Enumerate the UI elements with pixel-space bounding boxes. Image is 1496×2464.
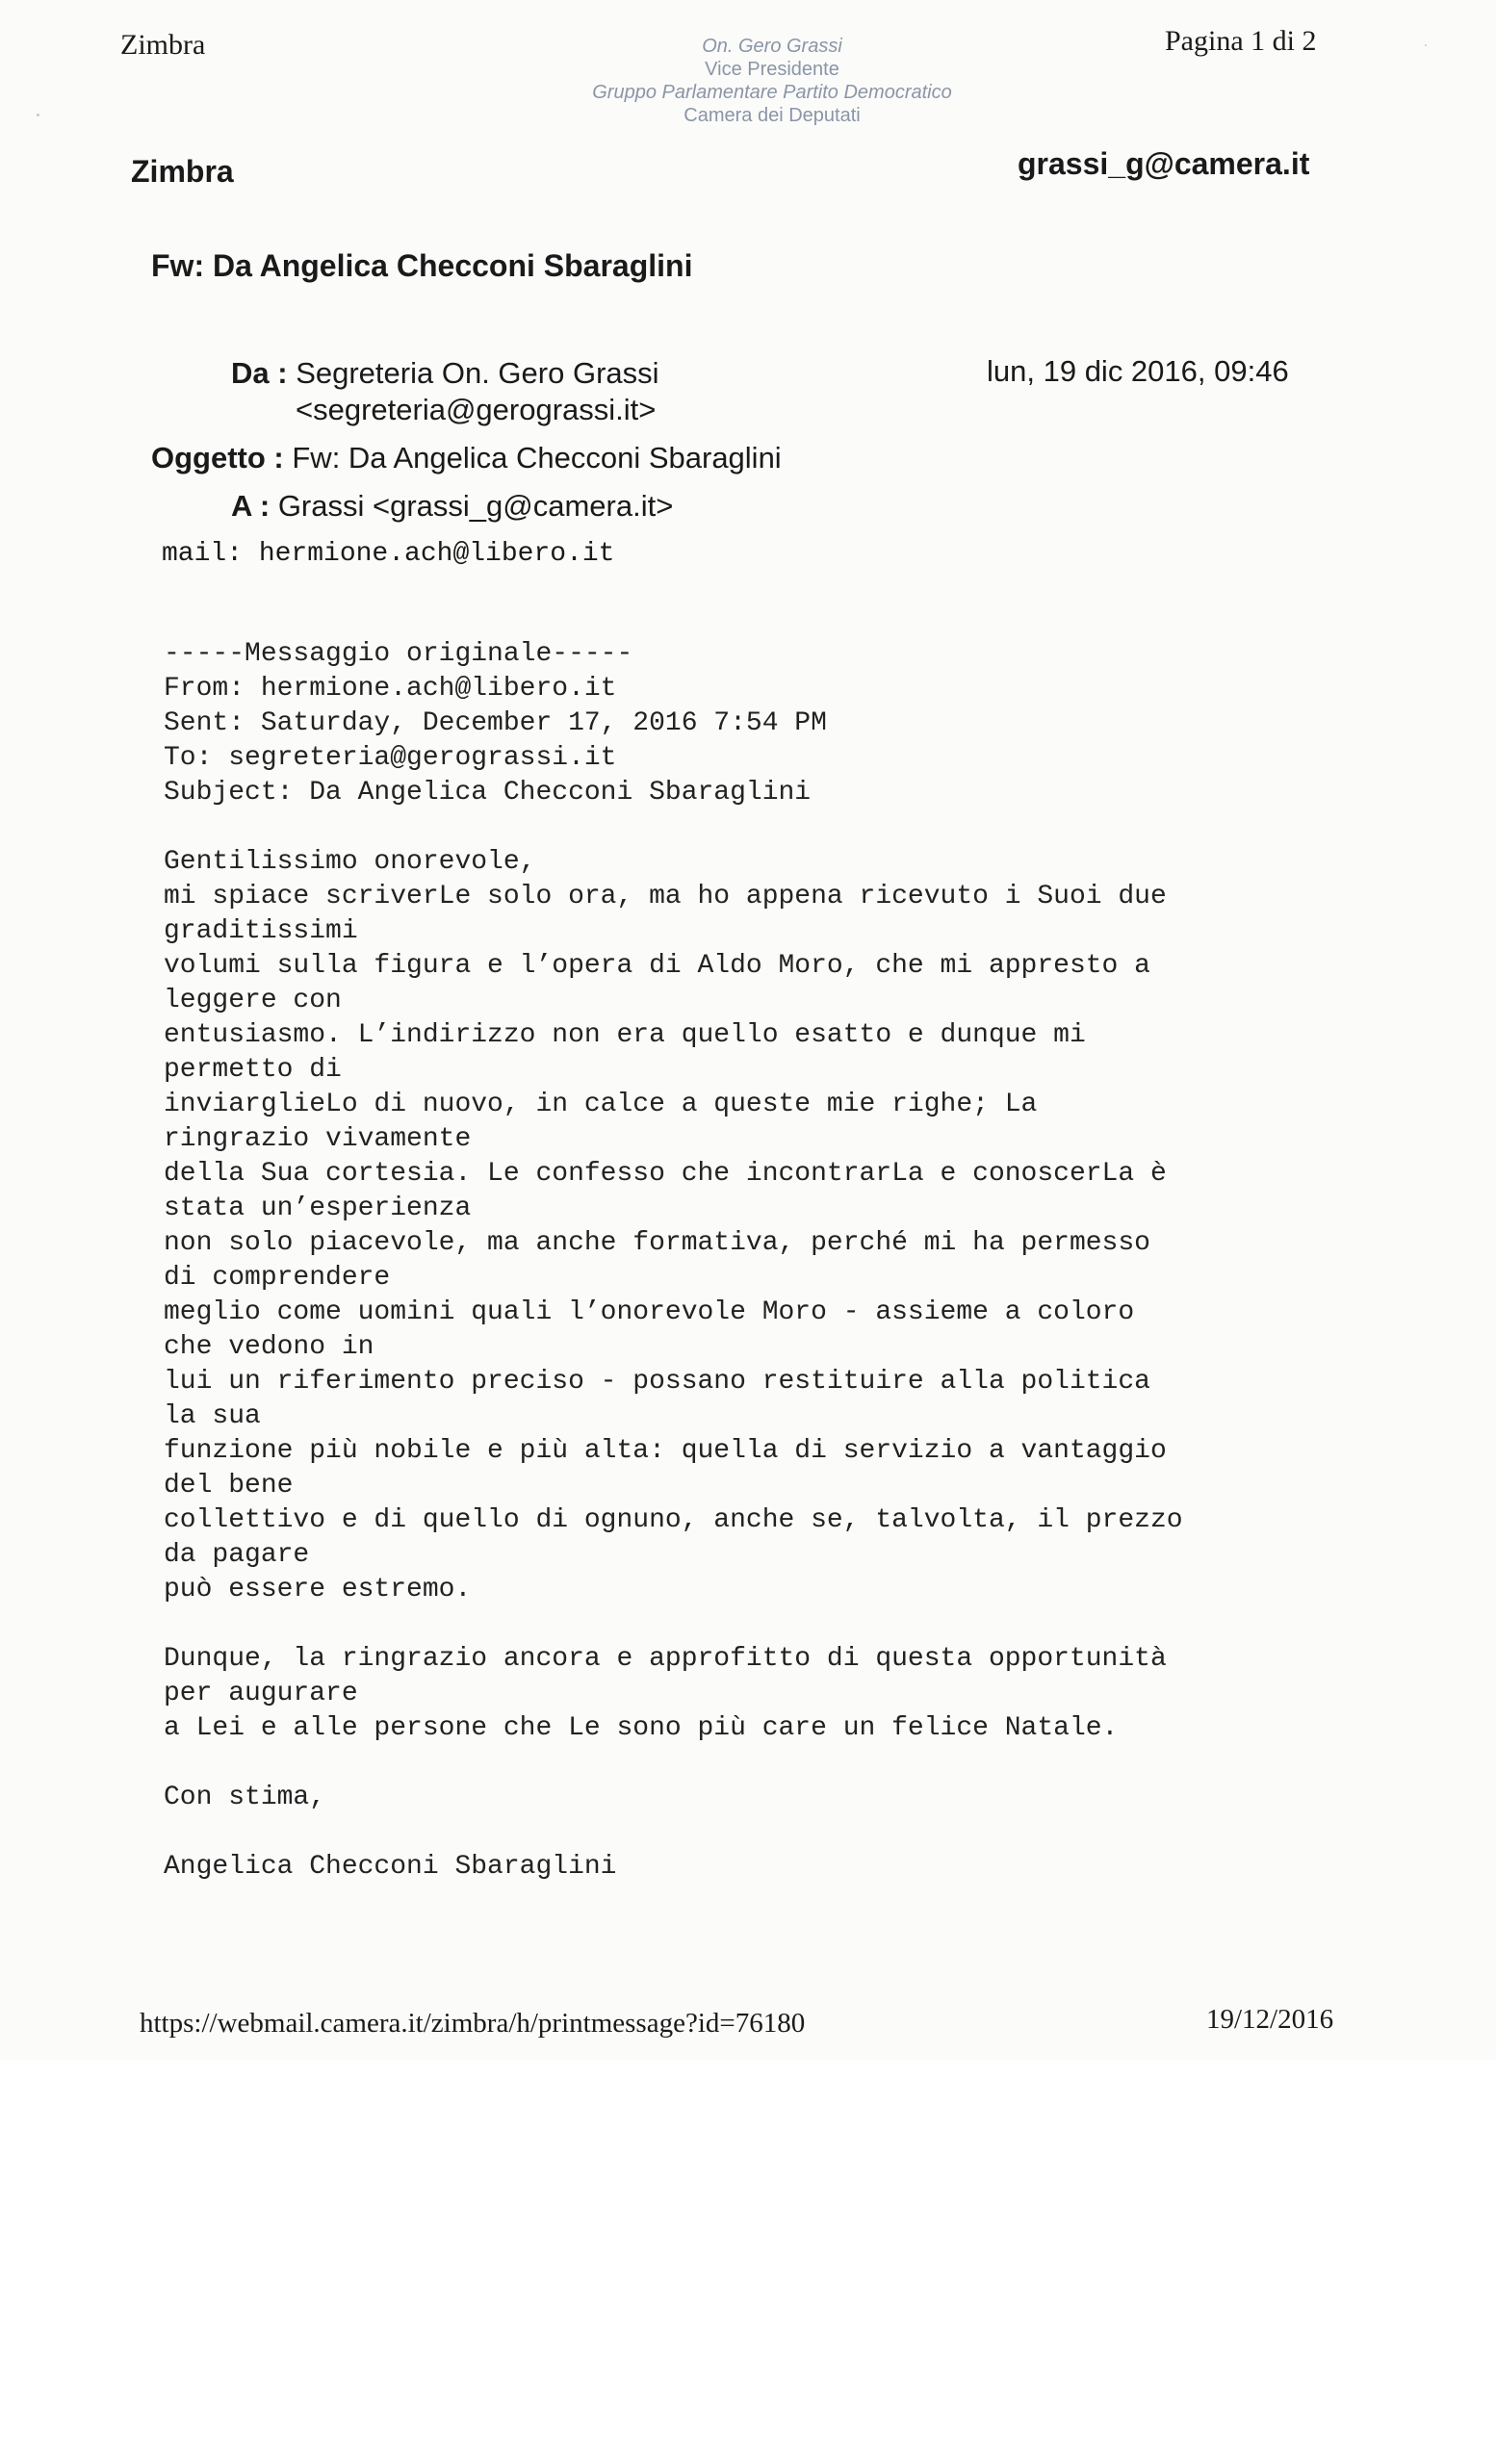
stamp-line: Gruppo Parlamentare Partito Democratico <box>592 82 952 103</box>
to-value: Grassi <grassi_g@camera.it> <box>277 489 674 523</box>
from-row <box>231 356 659 391</box>
body-line: può essere estremo. <box>164 1575 472 1604</box>
message-subject-title: Fw: Da Angelica Checconi Sbaraglini <box>151 248 693 283</box>
body-line: collettivo e di quello di ognuno, anche se, talvolta, il prezzo <box>164 1505 1183 1535</box>
from-label: Da : <box>231 356 288 390</box>
from-address: <segreteria@gerograssi.it> <box>296 393 657 426</box>
body-line: volumi sulla figura e l’opera di Aldo Moro, che mi appresto a <box>164 951 1150 981</box>
body-line: a Lei e alle persone che Le sono più care un felice Natale. <box>164 1713 1119 1743</box>
footer-url: https://webmail.camera.it/zimbra/h/printmessage?id=76180 <box>140 2008 806 2039</box>
body-line: ringrazio vivamente <box>164 1124 472 1154</box>
subject-value: Fw: Da Angelica Checconi Sbaraglini <box>292 441 782 475</box>
page-indicator: Pagina 1 di 2 <box>1165 25 1317 57</box>
message-date: lun, 19 dic 2016, 09:46 <box>987 354 1289 388</box>
body-line: Subject: Da Angelica Checconi Sbaraglini <box>164 778 812 808</box>
body-line: che vedono in <box>164 1332 374 1362</box>
body-line: da pagare <box>164 1540 310 1570</box>
body-line: Gentilissimo onorevole, <box>164 847 536 877</box>
body-line: funzione più nobile e più alta: quella di servizio a vantaggio <box>164 1436 1167 1466</box>
user-email: grassi_g@camera.it <box>1018 146 1310 181</box>
stamp-line: Vice Presidente <box>705 59 839 80</box>
body-line <box>164 1607 1183 1642</box>
subject-row <box>151 441 782 475</box>
body-line: del bene <box>164 1471 294 1501</box>
print-header-app-name: Zimbra <box>120 29 206 61</box>
body-line: di comprendere <box>164 1263 391 1293</box>
body-line: stata un’esperienza <box>164 1194 472 1223</box>
body-line: per augurare <box>164 1679 358 1708</box>
body-line: la sua <box>164 1401 261 1431</box>
body-line: permetto di <box>164 1055 342 1085</box>
to-row <box>231 489 673 524</box>
stamp-line: On. Gero Grassi <box>702 36 842 57</box>
body-line: Angelica Checconi Sbaraglini <box>164 1852 617 1882</box>
body-line: graditissimi <box>164 916 358 946</box>
body-line: non solo piacevole, ma anche formativa, perché mi ha permesso <box>164 1228 1150 1258</box>
body-line: della Sua cortesia. Le confesso che incontrarLa e conoscerLa è <box>164 1159 1167 1189</box>
body-line: entusiasmo. L’indirizzo non era quello esatto e dunque mi <box>164 1020 1086 1050</box>
body-line <box>164 1815 1183 1850</box>
message-body <box>164 637 1183 1885</box>
body-line <box>164 810 1183 845</box>
subject-label: Oggetto : <box>151 441 284 475</box>
scan-speck <box>1425 44 1427 46</box>
to-label: A : <box>231 489 271 523</box>
body-line: leggere con <box>164 986 342 1015</box>
body-line: Dunque, la ringrazio ancora e approfitto di questa opportunità <box>164 1644 1167 1674</box>
app-title: Zimbra <box>131 154 234 189</box>
body-line: To: segreteria@gerograssi.it <box>164 743 617 773</box>
office-stamp <box>560 35 984 127</box>
body-line: Con stima, <box>164 1783 326 1812</box>
body-line <box>164 1746 1183 1781</box>
body-line: lui un riferimento preciso - possano restituire alla politica <box>164 1367 1150 1397</box>
from-name: Segreteria On. Gero Grassi <box>296 356 659 390</box>
footer-date: 19/12/2016 <box>1206 2004 1334 2035</box>
body-line: -----Messaggio originale----- <box>164 639 633 669</box>
body-line: From: hermione.ach@libero.it <box>164 674 617 704</box>
body-line: mi spiace scriverLe solo ora, ma ho appena ricevuto i Suoi due <box>164 882 1167 911</box>
body-line: Sent: Saturday, December 17, 2016 7:54 PM <box>164 708 827 738</box>
scan-speck <box>37 114 39 116</box>
body-line: meglio come uomini quali l’onorevole Moro - assieme a coloro <box>164 1297 1135 1327</box>
body-line: inviarglieLo di nuovo, in calce a queste mie righe; La <box>164 1090 1038 1119</box>
mail-line: mail: hermione.ach@libero.it <box>162 539 615 569</box>
stamp-line: Camera dei Deputati <box>684 105 861 126</box>
